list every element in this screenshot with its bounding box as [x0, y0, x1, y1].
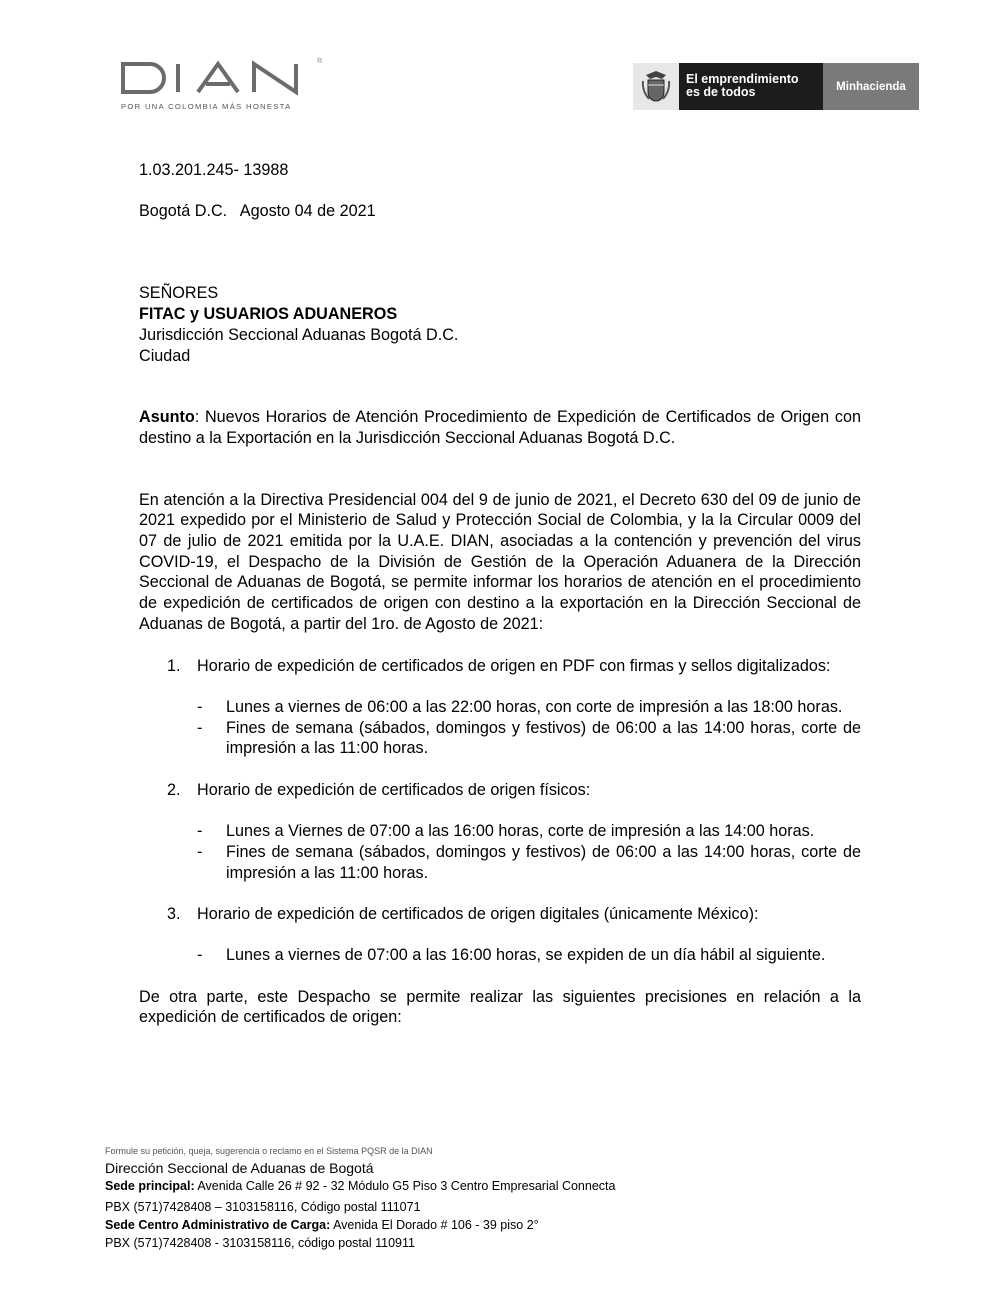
closing-paragraph: De otra parte, este Despacho se permite realizar las siguientes precisiones en relación a la expedición de certificados de origen:	[139, 987, 861, 1027]
intro-paragraph: En atención a la Directiva Presidencial 004 del 9 de junio de 2021, el Decreto 630 del 09 de junio de 2021 expedido por el Ministerio de Salud y Protección Social de Colombia, y la la Circular 0009 del 07 de julio de 2021 emitida por la U.A.E. DIAN, asociadas a la contención y prevención del virus COVID-19, el Despacho de la División de Gestión de la Operación Aduanera de la Dirección Seccional de Aduanas de Bogotá, se permite informar los horarios de atención en el procedimiento de expedición de certificados de origen con destino a la exportación en la Dirección Seccional de Aduanas de Bogotá, a partir del 1ro. de Agosto de 2021:	[139, 490, 861, 633]
reference-number: 1.03.201.245- 13988	[139, 161, 289, 179]
cargo-office-line	[105, 1216, 805, 1234]
subject-text: : Nuevos Horarios de Atención Procedimiento de Expedición de Certificados de Origen con destino a la Exportación en la Jurisdicción Seccional Aduanas Bogotá D.C.	[139, 408, 861, 447]
dian-logo	[120, 58, 325, 114]
main-office-label: Sede principal:	[105, 1179, 195, 1193]
cargo-office-label: Sede Centro Administrativo de Carga:	[105, 1218, 331, 1232]
cargo-office-address: Avenida El Dorado # 106 - 39 piso 2°	[330, 1218, 539, 1232]
dash-bullet: -	[197, 946, 203, 965]
schedule-detail-text: Fines de semana (sábados, domingos y festivos) de 06:00 a las 14:00 horas, corte de impresión a las 11:00 horas.	[226, 842, 861, 882]
dash-bullet: -	[197, 697, 203, 716]
dian-tagline: POR UNA COLOMBIA MÁS HONESTA	[121, 102, 292, 111]
subject-label: Asunto	[139, 408, 195, 427]
list-item-title: Horario de expedición de certificados de origen en PDF con firmas y sellos digitalizados:	[197, 656, 831, 675]
slogan-line-1: El emprendimiento	[686, 72, 799, 86]
ministry-label: Minhacienda	[823, 63, 919, 110]
dash-bullet: -	[197, 718, 203, 737]
pqsr-note: Formule su petición, queja, sugerencia o reclamo en el Sistema PQSR de la DIAN	[105, 1146, 433, 1156]
list-number: 2.	[167, 780, 181, 799]
subject-line	[139, 407, 861, 448]
direction-name-line	[105, 1159, 805, 1177]
recipient-name: FITAC y USUARIOS ADUANEROS	[139, 305, 398, 324]
coat-of-arms-icon	[633, 63, 679, 110]
dash-bullet: -	[197, 842, 203, 861]
letter-body	[139, 160, 861, 1028]
schedule-detail	[139, 718, 861, 759]
cargo-office-phone: PBX (571)7428408 - 3103158116, código postal 110911	[105, 1236, 415, 1250]
list-item	[139, 904, 861, 925]
schedule-detail	[139, 697, 861, 718]
schedule-detail	[139, 945, 861, 966]
list-item-title: Horario de expedición de certificados de origen físicos:	[197, 780, 591, 799]
list-item	[139, 780, 861, 801]
schedule-detail	[139, 842, 861, 883]
government-slogan	[679, 63, 823, 110]
dash-bullet: -	[197, 822, 203, 841]
list-number: 3.	[167, 904, 181, 923]
dian-wordmark-graphic	[120, 58, 316, 98]
schedule-detail-text: Lunes a Viernes de 07:00 a las 16:00 horas, corte de impresión a las 14:00 horas.	[226, 822, 815, 841]
list-item	[139, 656, 861, 677]
recipient-block	[139, 283, 861, 366]
registered-mark: ®	[317, 58, 323, 65]
recipient-city: Ciudad	[139, 346, 191, 365]
schedule-detail	[139, 821, 861, 842]
recipient-jurisdiction: Jurisdicción Seccional Aduanas Bogotá D.C.	[139, 325, 459, 344]
government-banner	[633, 63, 919, 110]
direction-prefix: Dirección Seccional de	[105, 1160, 251, 1176]
recipient-salutation: SEÑORES	[139, 284, 219, 303]
schedule-detail-text: Lunes a viernes de 07:00 a las 16:00 horas, se expiden de un día hábil al siguiente.	[226, 946, 826, 965]
main-office-phone: PBX (571)7428408 – 3103158116, Código postal 111071	[105, 1200, 421, 1214]
slogan-line-2: es de todos	[686, 85, 756, 99]
date-line: Bogotá D.C. Agosto 04 de 2021	[139, 201, 376, 220]
main-office-line	[105, 1177, 805, 1195]
schedule-detail-text: Lunes a viernes de 06:00 a las 22:00 horas, con corte de impresión a las 18:00 horas.	[226, 697, 843, 716]
footer	[105, 1145, 805, 1252]
list-number: 1.	[167, 656, 181, 675]
schedule-detail-text: Fines de semana (sábados, domingos y festivos) de 06:00 a las 14:00 horas, corte de impresión a las 11:00 horas.	[226, 718, 861, 758]
direction-name: Aduanas de Bogotá	[250, 1160, 374, 1176]
schedule-list	[139, 656, 861, 966]
list-item-title: Horario de expedición de certificados de origen digitales (únicamente México):	[197, 904, 759, 923]
main-office-address: Avenida Calle 26 # 92 - 32 Módulo G5 Piso 3 Centro Empresarial Connecta	[194, 1179, 616, 1193]
